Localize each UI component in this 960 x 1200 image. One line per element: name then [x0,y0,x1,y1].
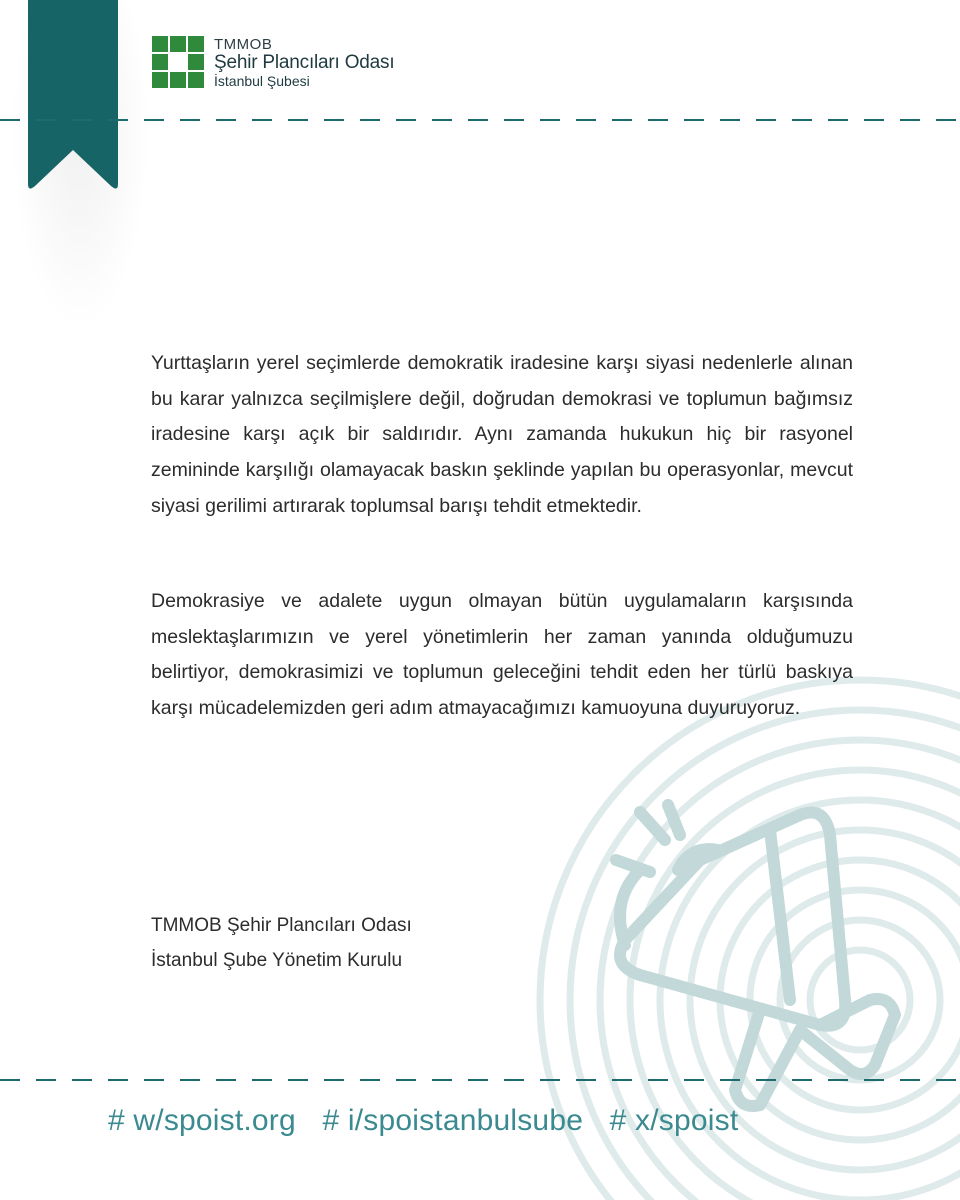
instagram-link[interactable]: # i/spoistanbulsube [322,1104,584,1137]
signature-line-1: TMMOB Şehir Plancıları Odası [151,915,412,936]
megaphone-icon [616,805,895,1106]
paragraph-2: Demokrasiye ve adalete uygun olmayan bütün uygulamaların karşısında meslektaşlarımızın ve yerel yönetimlerin her zaman yanında olduğumuzu belirtiyor, demokrasimizi ve toplumun geleceğini tehdit eden her türlü baskıya karşı mücadelemizden geri adım atmayacağımızı kamuoyuna duyuruyoruz. [151,590,853,720]
signature [151,908,412,978]
website-link[interactable]: # w/spoist.org [108,1104,296,1137]
logo-line-2: Şehir Plancıları Odası [214,51,395,73]
x-link[interactable]: # x/spoist [609,1104,739,1137]
footer-hashtags [108,1104,756,1138]
bookmark-ribbon-icon [28,0,118,192]
logo-line-3: İstanbul Şubesi [214,72,310,89]
organization-logo [152,33,394,91]
signature-line-2: İstanbul Şube Yönetim Kurulu [151,950,403,971]
top-divider [0,119,960,121]
logo-line-1: TMMOB [214,35,273,53]
bottom-divider [0,1079,960,1081]
logo-text [214,37,394,88]
logo-grid-icon [152,36,204,88]
paragraph-1: Yurttaşların yerel seçimlerde demokratik iradesine karşı siyasi nedenlerle alınan bu karar yalnızca seçilmişlere değil, doğrudan demokrasi ve toplumun bağımsız iradesine karşı açık bir saldırıdır. Aynı zamanda hukukun hiç bir rasyonel zemininde karşılığı olamayacak baskın şeklinde yapılan bu operasyonlar, mevcut siyasi gerilimi artırarak toplumsal barışı tehdit etmektedir. [151,352,853,517]
